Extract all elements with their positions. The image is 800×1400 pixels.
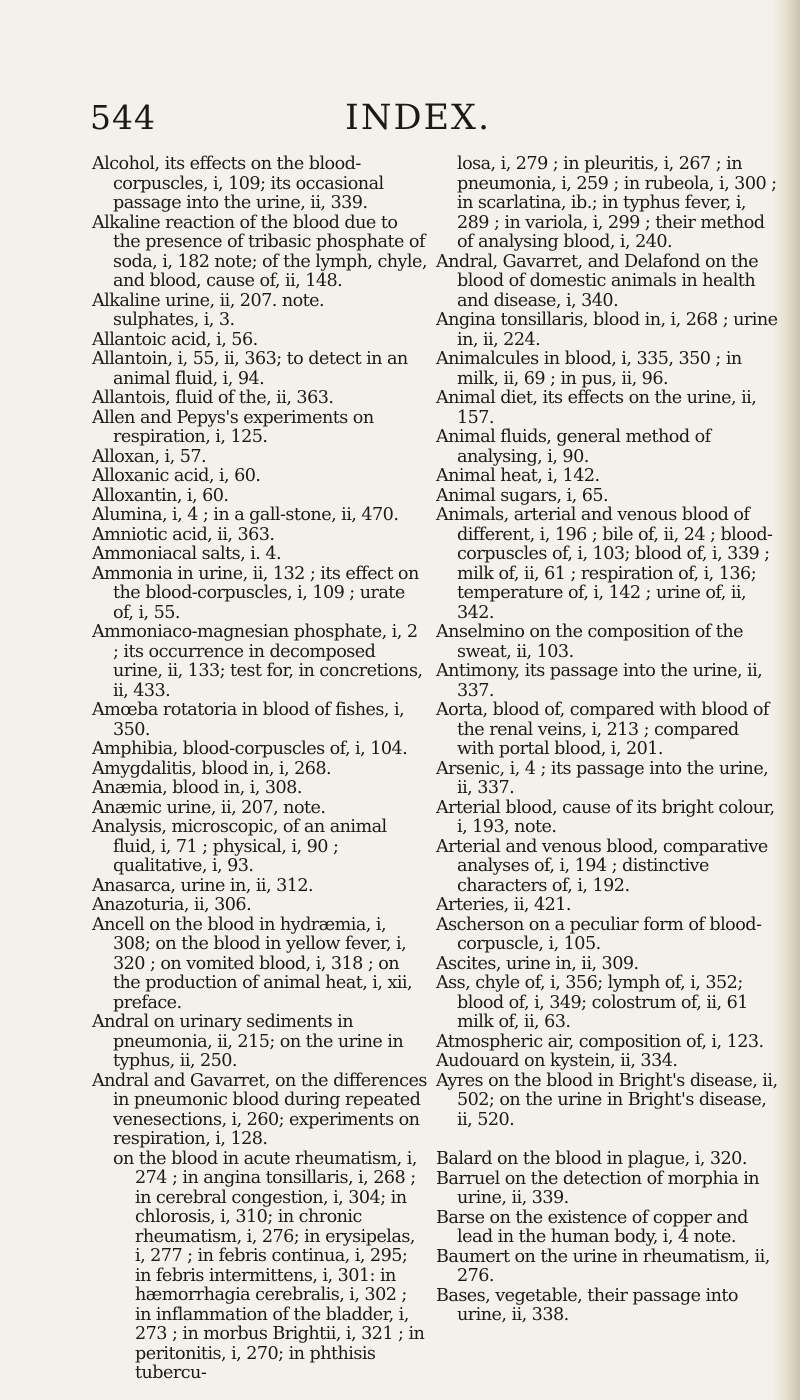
index-entry: Ammoniacal salts, i. 4. [92,544,282,564]
index-entry: Amphibia, blood-corpuscles of, i, 104. [92,739,408,759]
index-entry: Ayres on the blood in Bright's disease, ii, 502; on the urine in Bright's disease, ii, 520. [436,1070,778,1130]
index-entry: Alumina, i, 4 ; in a gall-stone, ii, 470. [92,505,399,525]
index-entry: Animals, arterial and venous blood of different, i, 196 ; bile of, ii, 24 ; blood-corpuscles of, i, 103; blood of, i, 339 ; milk of, ii, 61 ; respiration of, i, 136; temperature of, i, 142 ; urine of, ii, 342. [436,505,773,623]
index-entry: Amniotic acid, ii, 363. [92,524,275,545]
index-entry: Ascherson on a peculiar form of blood-corpuscle, i, 105. [436,914,762,954]
index-entry: Anazoturia, ii, 306. [92,895,252,915]
index-entry: Aorta, blood of, compared with blood of the renal veins, i, 213 ; compared with portal blood, i, 201. [436,700,769,759]
index-entry: Audouard on kystein, ii, 334. [436,1051,678,1071]
index-entry: Ammonia in urine, ii, 132 ; its effect on the blood-corpuscles, i, 109 ; urate of, i, 55. [92,563,419,623]
index-entry: Barruel on the detection of morphia in urine, ii, 339. [436,1168,760,1208]
index-entry: Ascites, urine in, ii, 309. [436,953,639,974]
index-entry: Ammoniaco-magnesian phosphate, i, 2 ; its occurrence in decomposed urine, ii, 133; test for, in concretions, ii, 433. [92,622,423,701]
index-entry: Ancell on the blood in hydræmia, i, 308; on the blood in yellow fever, i, 320 ; on vomited blood, i, 318 ; on the production of animal heat, i, xii, preface. [92,914,413,1013]
index-entry: Atmospheric air, composition of, i, 123. [436,1031,764,1052]
index-entry: Arterial and venous blood, comparative analyses of, i, 194 ; distinctive characters of, i, 192. [436,836,768,896]
index-entry: sulphates, i, 3. [113,310,235,330]
index-entry: Animal heat, i, 142. [436,466,600,486]
index-entry: Arteries, ii, 421. [436,895,571,915]
index-entry: Animal sugars, i, 65. [436,485,609,506]
index-entry: Arsenic, i, 4 ; its passage into the urine, ii, 337. [436,758,769,798]
index-entry: Alloxantin, i, 60. [92,485,229,506]
index-entry: Barse on the existence of copper and lead in the human body, i, 4 note. [436,1207,748,1247]
index-entry: Andral, Gavarret, and Delafond on the blood of domestic animals in health and disease, i, 340. [436,251,759,311]
index-column-left [92,155,427,1384]
index-entry: Angina tonsillaris, blood in, i, 268 ; urine in, ii, 224. [436,310,778,350]
index-column-right [436,155,778,1326]
index-entry: Allantois, fluid of the, ii, 363. [92,388,334,408]
index-entry: Animal diet, its effects on the urine, ii, 157. [436,388,757,428]
index-entry: Allantoin, i, 55, ii, 363; to detect in an animal fluid, i, 94. [92,349,408,389]
index-entry: Alloxan, i, 57. [92,446,207,467]
index-entry: Alcohol, its effects on the blood-corpuscles, i, 109; its occasional passage into the urine, ii, 339. [92,154,384,213]
index-entry: Animal fluids, general method of analysing, i, 90. [436,427,711,467]
index-entry: Allen and Pepys's experiments on respiration, i, 125. [92,407,374,447]
page-title: INDEX. [345,98,492,138]
index-entry: Alloxanic acid, i, 60. [92,466,261,486]
index-entry: Anæmia, blood in, i, 308. [92,778,302,798]
index-entry: Amygdalitis, blood in, i, 268. [92,758,332,779]
index-entry: Bases, vegetable, their passage into urine, ii, 338. [436,1285,738,1325]
index-entry: Analysis, microscopic, of an animal fluid, i, 71 ; physical, i, 90 ; qualitative, i, 93. [92,817,387,876]
index-entry: Andral and Gavarret, on the differences in pneumonic blood during repeated venesections, i, 260; experiments on respiration, i, 128. [92,1070,427,1149]
index-entry: Baumert on the urine in rheumatism, ii, 276. [436,1246,770,1286]
index-entry: Anasarca, urine in, ii, 312. [92,875,314,896]
index-entry: Amœba rotatoria in blood of fishes, i, 350. [92,700,405,740]
index-entry: Antimony, its passage into the urine, ii, 337. [436,661,763,701]
index-entry: Alkaline urine, ii, 207. note. [92,290,325,311]
index-entry: Ass, chyle of, i, 356; lymph of, i, 352; blood of, i, 349; colostrum of, ii, 61 milk of, ii, 63. [436,973,748,1032]
index-entry: Anæmic urine, ii, 207, note. [92,797,326,818]
page-number: 544 [90,98,156,137]
index-entry: Allantoic acid, i, 56. [92,329,258,350]
index-entry: Arterial blood, cause of its bright colour, i, 193, note. [436,797,775,837]
index-entry: Andral on urinary sediments in pneumonia, ii, 215; on the urine in typhus, ii, 250. [92,1012,404,1071]
index-entry: Animalcules in blood, i, 335, 350 ; in milk, ii, 69 ; in pus, ii, 96. [436,349,742,389]
index-entry: Anselmino on the composition of the sweat, ii, 103. [436,622,743,662]
index-entry: Balard on the blood in plague, i, 320. [436,1149,747,1169]
page-header [0,98,800,138]
index-entry: losa, i, 279 ; in pleuritis, i, 267 ; in pneumonia, i, 259 ; in rubeola, i, 300 ; in scarlatina, ib.; in typhus fever, i, 289 ; in variola, i, 299 ; their method of analysing blood, i, 240. [457,154,777,252]
index-entry: Alkaline reaction of the blood due to the presence of tribasic phosphate of soda, i, 182 note; of the lymph, chyle, and blood, cause of, ii, 148. [92,212,427,291]
section-gap [436,1130,778,1150]
index-entry: on the blood in acute rheumatism, i, 274 ; in angina tonsillaris, i, 268 ; in cerebral congestion, i, 304; in chlorosis, i, 310; in chronic rheumatism, i, 276; in erysipelas, i, 277 ; in febris continua, i, 295; in febris intermittens, i, 301: in hæmorrhagia cerebralis, i, 302 ; in inflammation of the bladder, i, 273 ; in morbus Brightii, i, 321 ; in peritonitis, i, 270; in phthisis tubercu- [113,1148,425,1383]
